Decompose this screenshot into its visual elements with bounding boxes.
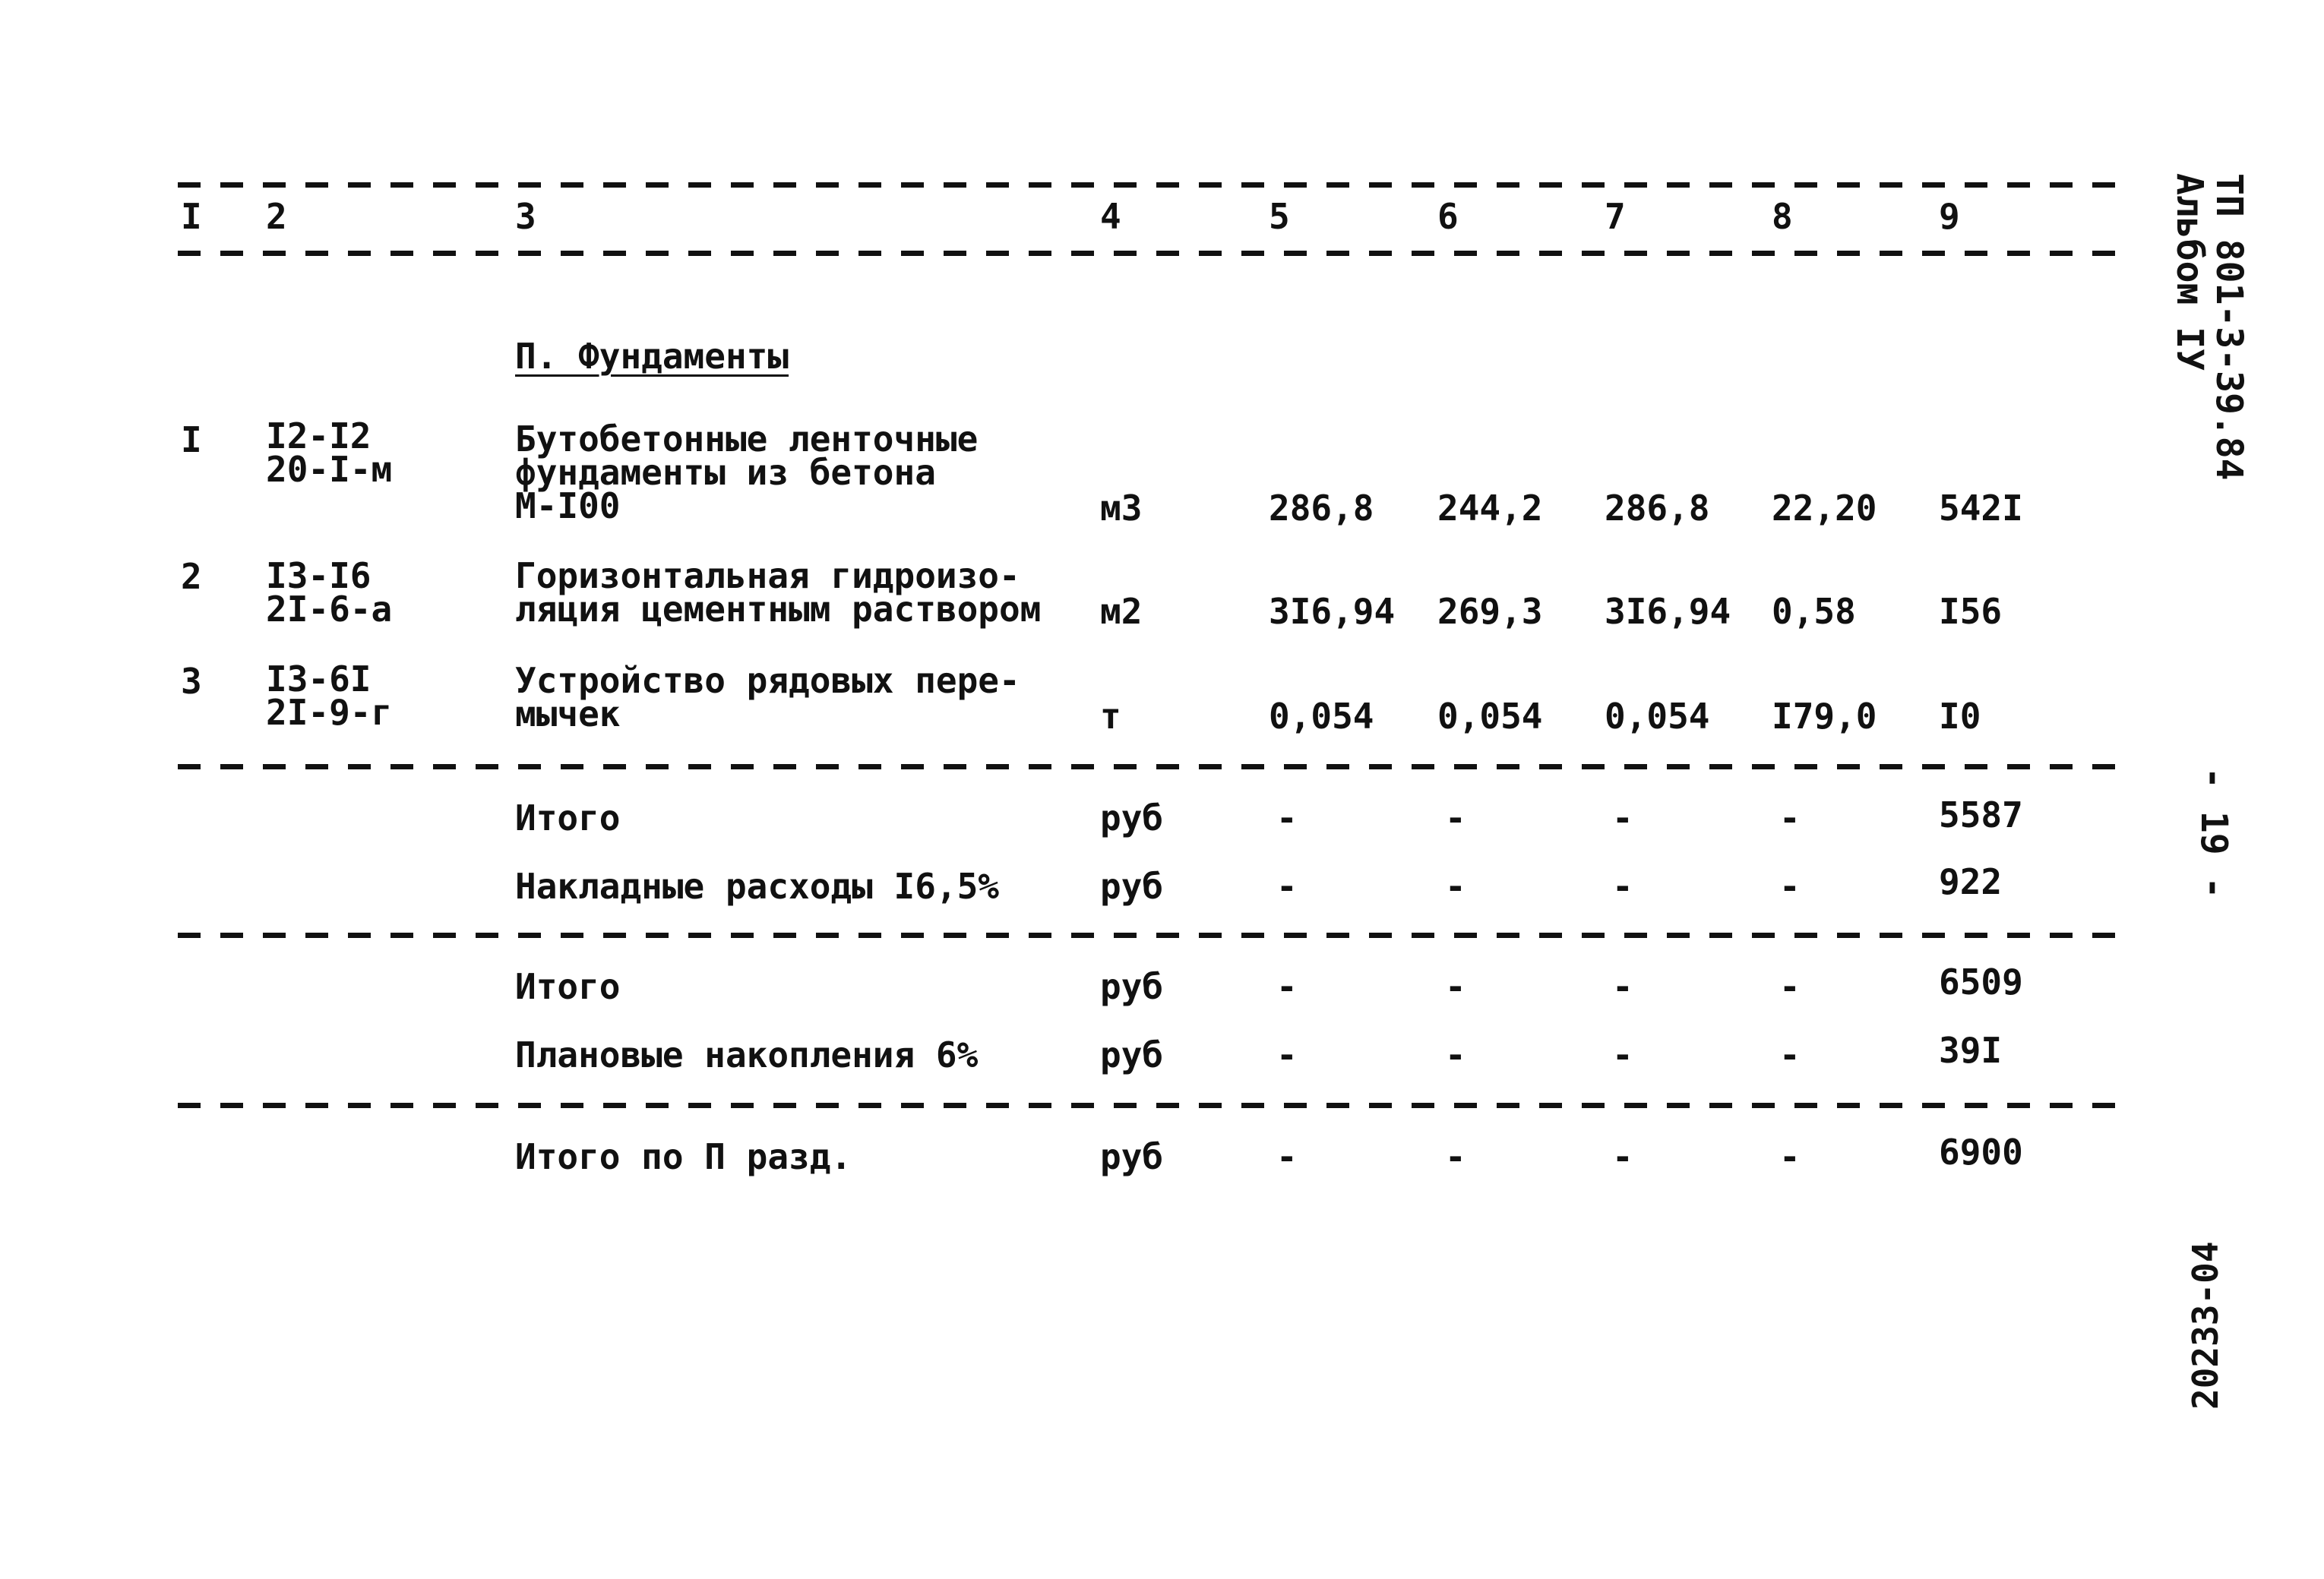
row-col6: 269,3: [1437, 591, 1543, 632]
summary-col7: -: [1612, 1034, 1633, 1075]
row-name: Бутобетонные ленточные фундаменты из бетона М-I00: [515, 418, 979, 526]
summary-col6: -: [1445, 1136, 1466, 1177]
subtotal-rule-1: [178, 764, 2123, 769]
header-top-rule: [178, 182, 2123, 188]
row-col7: 286,8: [1605, 488, 1710, 529]
row-col5: 0,054: [1269, 696, 1374, 737]
summary-col8: -: [1779, 1136, 1801, 1177]
row-code: I3-I6 2I-6-а: [266, 555, 393, 630]
summary-label: Накладные расходы I6,5%: [515, 866, 999, 907]
column-header: 2: [266, 196, 287, 237]
row-number: I: [181, 419, 202, 460]
row-col5: 286,8: [1269, 488, 1374, 529]
summary-unit: руб: [1100, 866, 1164, 907]
row-name: Горизонтальная гидроизо- ляция цементным раствором: [515, 555, 1042, 630]
row-number: 3: [181, 661, 202, 702]
summary-col6: -: [1445, 966, 1466, 1007]
summary-label: Итого по П разд.: [515, 1136, 852, 1177]
row-unit: м3: [1100, 488, 1143, 529]
row-col9: I56: [1939, 591, 2003, 632]
row-unit: м2: [1100, 591, 1143, 632]
summary-label: Плановые накопления 6%: [515, 1034, 979, 1075]
row-code: I2-I2 20-I-м: [266, 415, 393, 490]
summary-col6: -: [1445, 797, 1466, 838]
summary-col8: -: [1779, 966, 1801, 1007]
summary-label: Итого: [515, 797, 621, 838]
column-header: 7: [1605, 196, 1626, 237]
summary-col5: -: [1276, 966, 1298, 1007]
summary-col5: -: [1276, 1136, 1298, 1177]
side-doc-code: ТП 801-3-39.84: [2208, 173, 2250, 481]
summary-col6: -: [1445, 866, 1466, 907]
column-header: 9: [1939, 196, 1960, 237]
summary-col7: -: [1612, 797, 1633, 838]
column-header: 5: [1269, 196, 1290, 237]
column-header: 3: [515, 196, 536, 237]
summary-col9: 5587: [1939, 794, 2023, 835]
column-header: 6: [1437, 196, 1459, 237]
summary-col6: -: [1445, 1034, 1466, 1075]
row-col7: 0,054: [1605, 696, 1710, 737]
row-col5: 3I6,94: [1269, 591, 1396, 632]
summary-unit: руб: [1100, 966, 1164, 1007]
column-header: I: [181, 196, 202, 237]
summary-col7: -: [1612, 1136, 1633, 1177]
header-bottom-rule: [178, 251, 2123, 256]
summary-col7: -: [1612, 966, 1633, 1007]
subtotal-rule-3: [178, 1103, 2123, 1108]
summary-unit: руб: [1100, 1136, 1164, 1177]
summary-col5: -: [1276, 866, 1298, 907]
summary-col7: -: [1612, 866, 1633, 907]
summary-col5: -: [1276, 1034, 1298, 1075]
side-archive-code: 20233-04: [2185, 1241, 2226, 1410]
summary-col5: -: [1276, 797, 1298, 838]
row-code: I3-6I 2I-9-г: [266, 658, 393, 733]
summary-unit: руб: [1100, 1034, 1164, 1075]
row-col8: I79,0: [1772, 696, 1877, 737]
row-col6: 0,054: [1437, 696, 1543, 737]
column-header: 8: [1772, 196, 1793, 237]
row-col7: 3I6,94: [1605, 591, 1731, 632]
side-page-number: - 19 -: [2193, 767, 2235, 899]
summary-col8: -: [1779, 797, 1801, 838]
summary-col8: -: [1779, 1034, 1801, 1075]
section-title: П. Фундаменты: [515, 336, 789, 377]
row-unit: т: [1100, 696, 1121, 737]
row-name: Устройство рядовых пере- мычек: [515, 660, 1020, 734]
row-col8: 22,20: [1772, 488, 1877, 529]
row-col9: 542I: [1939, 488, 2023, 529]
summary-unit: руб: [1100, 797, 1164, 838]
row-number: 2: [181, 556, 202, 597]
summary-col9: 6509: [1939, 962, 2023, 1003]
summary-col9: 39I: [1939, 1030, 2003, 1071]
summary-col9: 922: [1939, 861, 2003, 902]
summary-col8: -: [1779, 866, 1801, 907]
side-album: Альбом IУ: [2168, 173, 2211, 371]
row-col8: 0,58: [1772, 591, 1856, 632]
row-col9: I0: [1939, 696, 1981, 737]
summary-label: Итого: [515, 966, 621, 1007]
subtotal-rule-2: [178, 933, 2123, 938]
summary-col9: 6900: [1939, 1132, 2023, 1173]
row-col6: 244,2: [1437, 488, 1543, 529]
column-header: 4: [1100, 196, 1121, 237]
